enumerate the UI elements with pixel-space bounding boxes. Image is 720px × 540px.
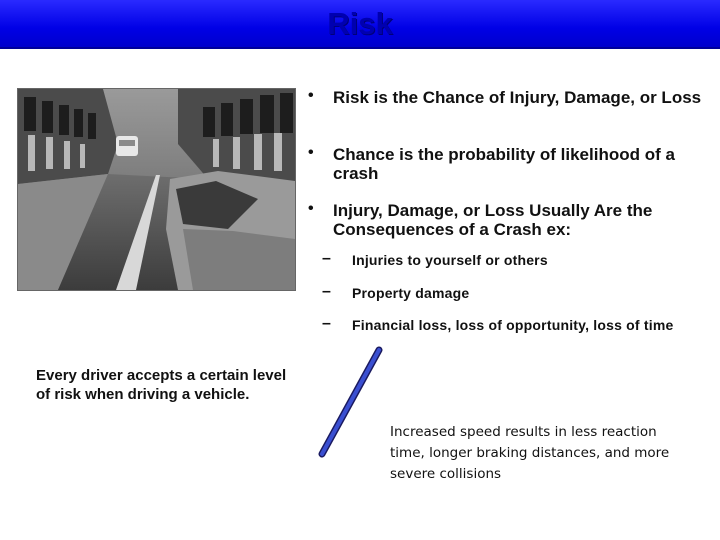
diagonal-line-decoration: [300, 340, 400, 465]
bullet-text: Risk is the Chance of Injury, Damage, or Loss: [333, 88, 702, 107]
dash-glyph: –: [322, 283, 332, 300]
sub-bullet-text: Injuries to yourself or others: [352, 252, 548, 268]
sub-bullet-text: Property damage: [352, 285, 470, 301]
bullet-text: Chance is the probability of likelihood of a crash: [333, 145, 675, 183]
sub-bullet-text: Financial loss, loss of opportunity, loss of time: [352, 317, 674, 333]
bullet-glyph: •: [308, 87, 314, 104]
dash-glyph: –: [322, 250, 332, 267]
bullet-glyph: •: [308, 200, 314, 217]
driver-risk-note: Every driver accepts a certain level of risk when driving a vehicle.: [36, 367, 287, 403]
speed-note: Increased speed results in less reaction time, longer braking distances, and more severe collisions: [390, 424, 670, 482]
bullet-text: Injury, Damage, or Loss Usually Are the Consequences of a Crash ex:: [333, 201, 653, 239]
dash-glyph: –: [322, 315, 332, 332]
slide-title: Risk: [327, 6, 393, 41]
road-scene-image: [17, 88, 296, 291]
bullet-glyph: •: [308, 144, 314, 161]
